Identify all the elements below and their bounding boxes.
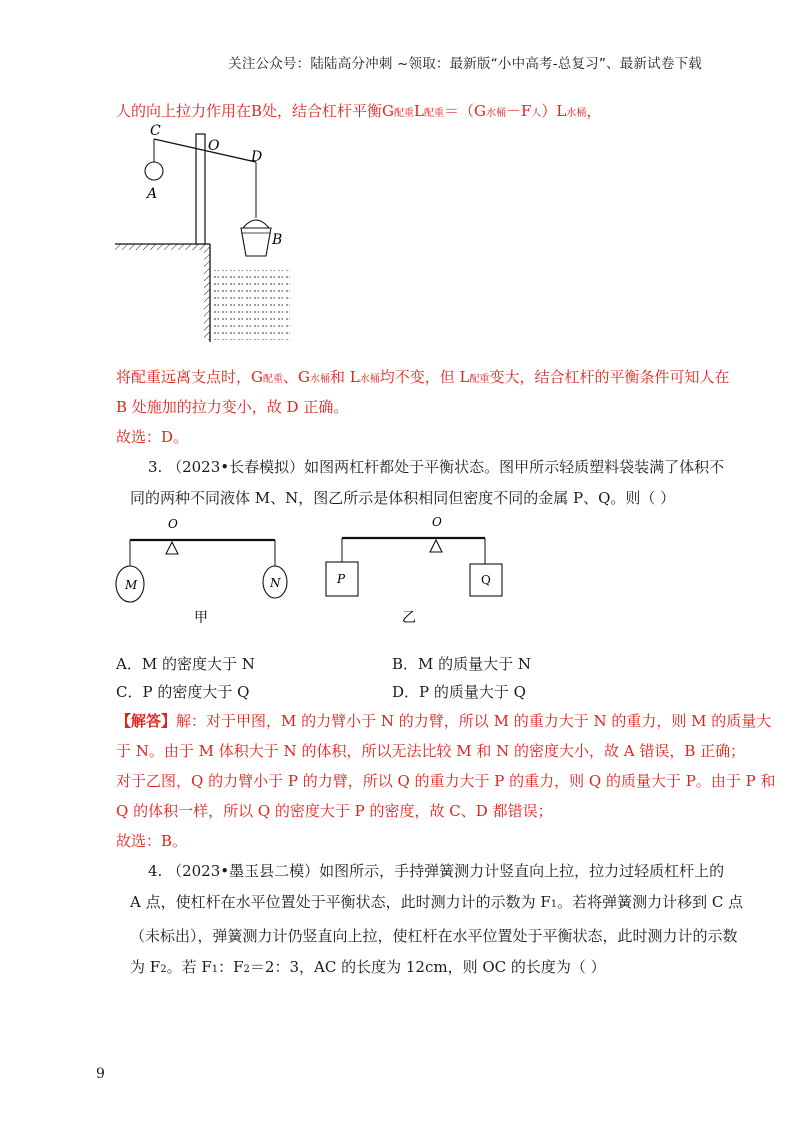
option-b: B．M 的质量大于 N bbox=[392, 655, 532, 673]
option-a: A．M 的密度大于 N bbox=[116, 655, 255, 673]
counterweight-a bbox=[145, 162, 163, 180]
q4-stem-line-2: A 点，使杠杆在水平位置处于平衡状态，此时测力计的示数为 F1。若将弹簧测力计移到 C 点 bbox=[130, 893, 744, 911]
fulcrum-yi bbox=[430, 540, 442, 552]
q4-stem-line-1: 4. （2023•墨玉县二模）如图所示，手持弹簧测力计竖直向上拉，拉力过轻质杠杆上的 bbox=[148, 862, 725, 880]
q3-answer: 故选：B。 bbox=[116, 832, 188, 850]
label-p: P bbox=[337, 572, 346, 586]
q3-solution-line-1: 【解答】解：对于甲图，M 的力臂小于 N 的力臂，所以 M 的重力大于 N 的重力，则 M 的质量大 bbox=[116, 712, 772, 730]
option-d: D．P 的质量大于 Q bbox=[392, 683, 526, 701]
lever-bucket-figure bbox=[110, 120, 310, 350]
prev-solution-line-1: 人的向上拉力作用在B处，结合杠杆平衡G配重L配重＝（G水桶－F人）L水桶， bbox=[116, 102, 602, 120]
label-c: C bbox=[150, 123, 161, 139]
bucket-b bbox=[241, 228, 271, 256]
prev-answer: 故选：D。 bbox=[116, 428, 189, 446]
figure-yi bbox=[318, 512, 518, 632]
label-d: D bbox=[251, 149, 263, 165]
page-number: 9 bbox=[96, 1066, 105, 1082]
q3-solution-line-2: 于 N。由于 M 体积大于 N 的体积，所以无法比较 M 和 N 的密度大小，故 A 错误，B 正确； bbox=[116, 742, 746, 760]
q4-stem-line-4: 为 F2。若 F1：F2＝2：3，AC 的长度为 12cm，则 OC 的长度为（ ） bbox=[130, 958, 606, 976]
label-b: B bbox=[272, 232, 283, 248]
label-a: A bbox=[147, 186, 158, 202]
option-c: C．P 的密度大于 Q bbox=[116, 683, 250, 701]
ground-hatch bbox=[115, 244, 210, 250]
q4-stem-line-3: （未标出），弹簧测力计仍竖直向上拉，使杠杆在水平位置处于平衡状态，此时测力计的示数 bbox=[130, 927, 738, 945]
q3-solution-line-4: Q 的体积一样，所以 Q 的密度大于 P 的密度，故 C、D 都错误； bbox=[116, 802, 553, 820]
label-q: Q bbox=[481, 573, 491, 587]
prev-solution-line-2: 将配重远离支点时，G配重、G水桶和 L水桶均不变，但 L配重变大，结合杠杆的平衡条件可知人在 bbox=[116, 368, 730, 386]
fulcrum-jia bbox=[166, 542, 178, 554]
label-n: N bbox=[270, 576, 281, 590]
prev-solution-line-3: B 处施加的拉力变小，故 D 正确。 bbox=[116, 398, 349, 416]
label-o: O bbox=[208, 138, 220, 154]
figure-jia bbox=[108, 512, 298, 632]
q3-solution-line-3: 对于乙图，Q 的力臂小于 P 的力臂，所以 Q 的重力大于 P 的重力，则 Q 的质量大于 P。由于 P 和 bbox=[116, 772, 776, 790]
label-m: M bbox=[125, 578, 138, 592]
caption-yi: 乙 bbox=[402, 610, 416, 626]
label-o-yi: O bbox=[432, 515, 442, 529]
water bbox=[214, 270, 290, 340]
q3-stem-line-2: 同的两种不同液体 M、N，图乙所示是体积相同但密度不同的金属 P、Q。则（ ） bbox=[130, 489, 676, 507]
caption-jia: 甲 bbox=[194, 610, 208, 626]
wall-hatch bbox=[204, 250, 210, 340]
q3-stem-line-1: 3. （2023•长春模拟）如图两杠杆都处于平衡状态。图甲所示轻质塑料袋装满了体积不 bbox=[148, 458, 725, 476]
page-header: 关注公众号：陆陆高分冲刺 ~领取：最新版“小中高考-总复习”、最新试卷下载 bbox=[228, 56, 702, 72]
label-o-jia: O bbox=[168, 517, 178, 531]
